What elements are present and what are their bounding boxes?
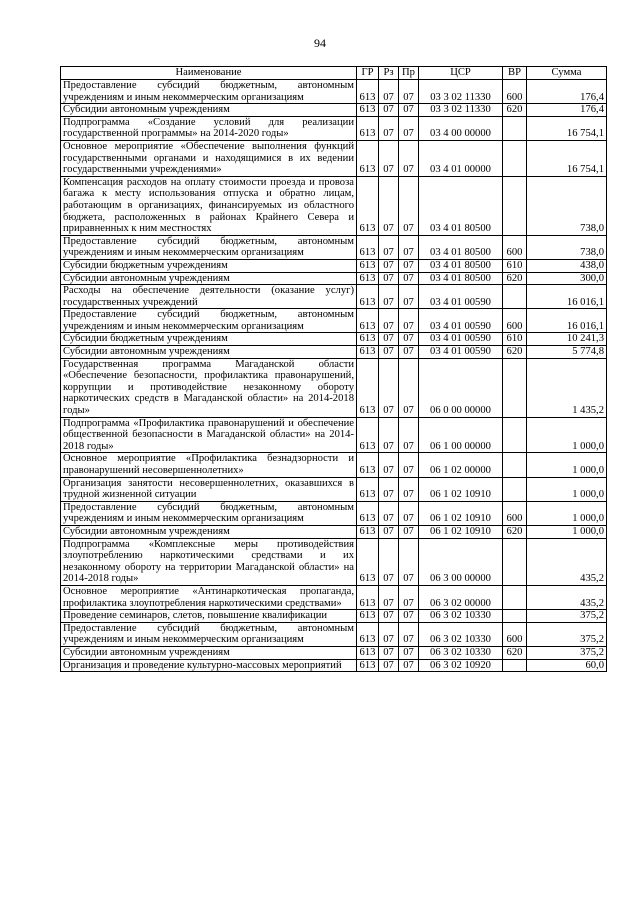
- cell-rz: 07: [379, 501, 399, 525]
- cell-vr: [503, 358, 527, 417]
- table-row: [61, 622, 607, 646]
- cell-sum: 375,2: [527, 622, 607, 646]
- cell-sum: 738,0: [527, 176, 607, 235]
- cell-vr: [503, 585, 527, 609]
- cell-vr: [503, 453, 527, 477]
- table-row: [61, 235, 607, 259]
- header-sum: Сумма: [527, 67, 607, 80]
- cell-vr: 610: [503, 259, 527, 272]
- cell-csr: 03 4 01 80500: [419, 259, 503, 272]
- cell-sum: 375,2: [527, 646, 607, 659]
- cell-csr: 06 3 02 10330: [419, 610, 503, 623]
- cell-gr: 613: [357, 610, 379, 623]
- cell-vr: 620: [503, 272, 527, 285]
- cell-pr: 07: [399, 501, 419, 525]
- cell-pr: 07: [399, 358, 419, 417]
- cell-vr: [503, 140, 527, 176]
- table-row: [61, 646, 607, 659]
- cell-name: Проведение семинаров, слетов, повышение квалификации: [61, 610, 357, 623]
- cell-rz: 07: [379, 610, 399, 623]
- table-row: [61, 501, 607, 525]
- cell-csr: 06 1 02 10910: [419, 501, 503, 525]
- cell-csr: 03 4 01 00590: [419, 346, 503, 359]
- cell-gr: 613: [357, 116, 379, 140]
- cell-rz: 07: [379, 80, 399, 104]
- table-row: [61, 477, 607, 501]
- cell-name: Субсидии автономным учреждениям: [61, 272, 357, 285]
- cell-pr: 07: [399, 80, 419, 104]
- cell-gr: 613: [357, 140, 379, 176]
- cell-csr: 06 1 02 00000: [419, 453, 503, 477]
- cell-gr: 613: [357, 646, 379, 659]
- cell-sum: 1 000,0: [527, 417, 607, 453]
- cell-name: Предоставление субсидий бюджетным, автономным учреждениям и иным некоммерческим организациям: [61, 235, 357, 259]
- cell-rz: 07: [379, 259, 399, 272]
- cell-sum: 10 241,3: [527, 333, 607, 346]
- cell-csr: 06 3 00 00000: [419, 538, 503, 585]
- cell-csr: 03 4 01 00590: [419, 333, 503, 346]
- cell-gr: 613: [357, 501, 379, 525]
- cell-rz: 07: [379, 104, 399, 117]
- cell-name: Государственная программа Магаданской области «Обеспечение безопасности, профилактика правонарушений, коррупции и противодействие незаконному обороту наркотических средств в Магаданской области» на 2014-2018 годы»: [61, 358, 357, 417]
- cell-csr: 06 3 02 10330: [419, 622, 503, 646]
- cell-gr: 613: [357, 346, 379, 359]
- cell-vr: 620: [503, 104, 527, 117]
- cell-csr: 06 3 02 10920: [419, 659, 503, 672]
- page-number: 94: [314, 36, 326, 50]
- cell-gr: 613: [357, 659, 379, 672]
- cell-vr: [503, 538, 527, 585]
- cell-csr: 06 1 02 10910: [419, 525, 503, 538]
- cell-name: Субсидии бюджетным учреждениям: [61, 333, 357, 346]
- cell-gr: 613: [357, 309, 379, 333]
- cell-gr: 613: [357, 104, 379, 117]
- cell-vr: 620: [503, 525, 527, 538]
- cell-sum: 60,0: [527, 659, 607, 672]
- cell-sum: 5 774,8: [527, 346, 607, 359]
- table-header: [61, 67, 607, 80]
- cell-vr: [503, 610, 527, 623]
- cell-rz: 07: [379, 235, 399, 259]
- cell-name: Субсидии автономным учреждениям: [61, 646, 357, 659]
- cell-pr: 07: [399, 235, 419, 259]
- cell-rz: 07: [379, 272, 399, 285]
- cell-name: Основное мероприятие «Профилактика безнадзорности и правонарушений несовершеннолетних»: [61, 453, 357, 477]
- cell-pr: 07: [399, 477, 419, 501]
- cell-name: Предоставление субсидий бюджетным, автономным учреждениям и иным некоммерческим организациям: [61, 501, 357, 525]
- table-row: [61, 259, 607, 272]
- cell-sum: 16 754,1: [527, 140, 607, 176]
- cell-vr: [503, 417, 527, 453]
- cell-vr: [503, 477, 527, 501]
- cell-vr: 620: [503, 346, 527, 359]
- cell-pr: 07: [399, 285, 419, 309]
- table-row: [61, 140, 607, 176]
- cell-sum: 300,0: [527, 272, 607, 285]
- cell-rz: 07: [379, 116, 399, 140]
- cell-gr: 613: [357, 538, 379, 585]
- table-row: [61, 272, 607, 285]
- cell-name: Субсидии бюджетным учреждениям: [61, 259, 357, 272]
- table-body: [61, 80, 607, 672]
- cell-gr: 613: [357, 259, 379, 272]
- cell-pr: 07: [399, 104, 419, 117]
- cell-rz: 07: [379, 646, 399, 659]
- table-row: [61, 525, 607, 538]
- header-vr: ВР: [503, 67, 527, 80]
- cell-rz: 07: [379, 358, 399, 417]
- cell-name: Компенсация расходов на оплату стоимости проезда и провоза багажа к месту использования отпуска и обратно лицам, работающим в организациях, финансируемых из областного бюджета, расположенных в районах Крайнего Севера и приравненных к ним местностях: [61, 176, 357, 235]
- cell-pr: 07: [399, 417, 419, 453]
- cell-gr: 613: [357, 235, 379, 259]
- cell-rz: 07: [379, 346, 399, 359]
- cell-vr: 600: [503, 80, 527, 104]
- header-name: Наименование: [61, 67, 357, 80]
- cell-pr: 07: [399, 453, 419, 477]
- cell-csr: 03 4 01 80500: [419, 272, 503, 285]
- cell-gr: 613: [357, 80, 379, 104]
- table-row: [61, 453, 607, 477]
- cell-pr: 07: [399, 176, 419, 235]
- cell-rz: 07: [379, 477, 399, 501]
- cell-csr: 03 4 00 00000: [419, 116, 503, 140]
- cell-gr: 613: [357, 333, 379, 346]
- cell-pr: 07: [399, 116, 419, 140]
- cell-vr: 600: [503, 309, 527, 333]
- cell-rz: 07: [379, 525, 399, 538]
- cell-csr: 06 3 02 10330: [419, 646, 503, 659]
- cell-rz: 07: [379, 538, 399, 585]
- cell-pr: 07: [399, 585, 419, 609]
- cell-name: Подпрограмма «Комплексные меры противодействия злоупотреблению наркотическими средствами и их незаконному обороту на территории Магаданской области» на 2014-2018 годы»: [61, 538, 357, 585]
- cell-csr: 03 4 01 00590: [419, 309, 503, 333]
- header-row: [61, 67, 607, 80]
- table-row: [61, 585, 607, 609]
- cell-pr: 07: [399, 333, 419, 346]
- cell-csr: 03 3 02 11330: [419, 80, 503, 104]
- cell-csr: 06 0 00 00000: [419, 358, 503, 417]
- table-row: [61, 346, 607, 359]
- cell-name: Субсидии автономным учреждениям: [61, 346, 357, 359]
- header-pr: Пр: [399, 67, 419, 80]
- cell-vr: 610: [503, 333, 527, 346]
- cell-sum: 1 000,0: [527, 525, 607, 538]
- table-row: [61, 538, 607, 585]
- cell-name: Подпрограмма «Профилактика правонарушений и обеспечение общественной безопасности в Магаданской области» на 2014-2018 годы»: [61, 417, 357, 453]
- cell-csr: 06 1 00 00000: [419, 417, 503, 453]
- cell-gr: 613: [357, 525, 379, 538]
- cell-name: Субсидии автономным учреждениям: [61, 525, 357, 538]
- table-row: [61, 104, 607, 117]
- cell-pr: 07: [399, 646, 419, 659]
- cell-gr: 613: [357, 358, 379, 417]
- cell-pr: 07: [399, 259, 419, 272]
- cell-pr: 07: [399, 272, 419, 285]
- cell-gr: 613: [357, 176, 379, 235]
- cell-rz: 07: [379, 285, 399, 309]
- cell-rz: 07: [379, 417, 399, 453]
- cell-sum: 738,0: [527, 235, 607, 259]
- cell-sum: 435,2: [527, 585, 607, 609]
- cell-sum: 176,4: [527, 80, 607, 104]
- table-row: [61, 176, 607, 235]
- cell-sum: 1 000,0: [527, 453, 607, 477]
- cell-pr: 07: [399, 622, 419, 646]
- header-rz: Рз: [379, 67, 399, 80]
- cell-name: Предоставление субсидий бюджетным, автономным учреждениям и иным некоммерческим организациям: [61, 622, 357, 646]
- cell-vr: 600: [503, 622, 527, 646]
- cell-sum: 435,2: [527, 538, 607, 585]
- table-row: [61, 116, 607, 140]
- cell-sum: 1 000,0: [527, 501, 607, 525]
- cell-rz: 07: [379, 140, 399, 176]
- cell-name: Основное мероприятие «Обеспечение выполнения функций государственными органами и находящимися в их ведении государственными учреждениями»: [61, 140, 357, 176]
- table-row: [61, 417, 607, 453]
- cell-name: Организация и проведение культурно-массовых мероприятий: [61, 659, 357, 672]
- cell-name: Предоставление субсидий бюджетным, автономным учреждениям и иным некоммерческим организациям: [61, 309, 357, 333]
- cell-csr: 03 4 01 80500: [419, 176, 503, 235]
- cell-pr: 07: [399, 525, 419, 538]
- table-row: [61, 80, 607, 104]
- cell-pr: 07: [399, 538, 419, 585]
- cell-csr: 03 3 02 11330: [419, 104, 503, 117]
- cell-csr: 03 4 01 80500: [419, 235, 503, 259]
- cell-sum: 16 016,1: [527, 285, 607, 309]
- cell-rz: 07: [379, 309, 399, 333]
- cell-gr: 613: [357, 622, 379, 646]
- cell-vr: [503, 285, 527, 309]
- cell-sum: 176,4: [527, 104, 607, 117]
- cell-vr: [503, 659, 527, 672]
- cell-name: Организация занятости несовершеннолетних, оказавшихся в трудной жизненной ситуации: [61, 477, 357, 501]
- cell-gr: 613: [357, 453, 379, 477]
- table-row: [61, 659, 607, 672]
- cell-pr: 07: [399, 659, 419, 672]
- cell-name: Основное мероприятие «Антинаркотическая пропаганда, профилактика злоупотребления наркотическими средствами»: [61, 585, 357, 609]
- cell-sum: 1 435,2: [527, 358, 607, 417]
- cell-vr: 620: [503, 646, 527, 659]
- cell-gr: 613: [357, 585, 379, 609]
- cell-csr: 06 3 02 00000: [419, 585, 503, 609]
- cell-vr: [503, 176, 527, 235]
- cell-sum: 16 016,1: [527, 309, 607, 333]
- cell-rz: 07: [379, 176, 399, 235]
- cell-rz: 07: [379, 585, 399, 609]
- cell-csr: 03 4 01 00000: [419, 140, 503, 176]
- cell-csr: 06 1 02 10910: [419, 477, 503, 501]
- cell-pr: 07: [399, 346, 419, 359]
- budget-table: [60, 66, 607, 672]
- cell-pr: 07: [399, 309, 419, 333]
- cell-name: Субсидии автономным учреждениям: [61, 104, 357, 117]
- cell-sum: 16 754,1: [527, 116, 607, 140]
- cell-vr: [503, 116, 527, 140]
- table-row: [61, 285, 607, 309]
- cell-rz: 07: [379, 453, 399, 477]
- cell-sum: 1 000,0: [527, 477, 607, 501]
- cell-gr: 613: [357, 417, 379, 453]
- cell-name: Подпрограмма «Создание условий для реализации государственной программы» на 2014-2020 годы»: [61, 116, 357, 140]
- table-row: [61, 309, 607, 333]
- cell-sum: 375,2: [527, 610, 607, 623]
- cell-vr: 600: [503, 235, 527, 259]
- cell-csr: 03 4 01 00590: [419, 285, 503, 309]
- cell-rz: 07: [379, 659, 399, 672]
- cell-gr: 613: [357, 272, 379, 285]
- cell-name: Расходы на обеспечение деятельности (оказание услуг) государственных учреждений: [61, 285, 357, 309]
- table-row: [61, 333, 607, 346]
- table-row: [61, 358, 607, 417]
- cell-rz: 07: [379, 622, 399, 646]
- cell-gr: 613: [357, 285, 379, 309]
- table-row: [61, 610, 607, 623]
- cell-pr: 07: [399, 610, 419, 623]
- cell-pr: 07: [399, 140, 419, 176]
- header-csr: ЦСР: [419, 67, 503, 80]
- cell-vr: 600: [503, 501, 527, 525]
- cell-rz: 07: [379, 333, 399, 346]
- header-gr: ГР: [357, 67, 379, 80]
- cell-sum: 438,0: [527, 259, 607, 272]
- cell-gr: 613: [357, 477, 379, 501]
- cell-name: Предоставление субсидий бюджетным, автономным учреждениям и иным некоммерческим организациям: [61, 80, 357, 104]
